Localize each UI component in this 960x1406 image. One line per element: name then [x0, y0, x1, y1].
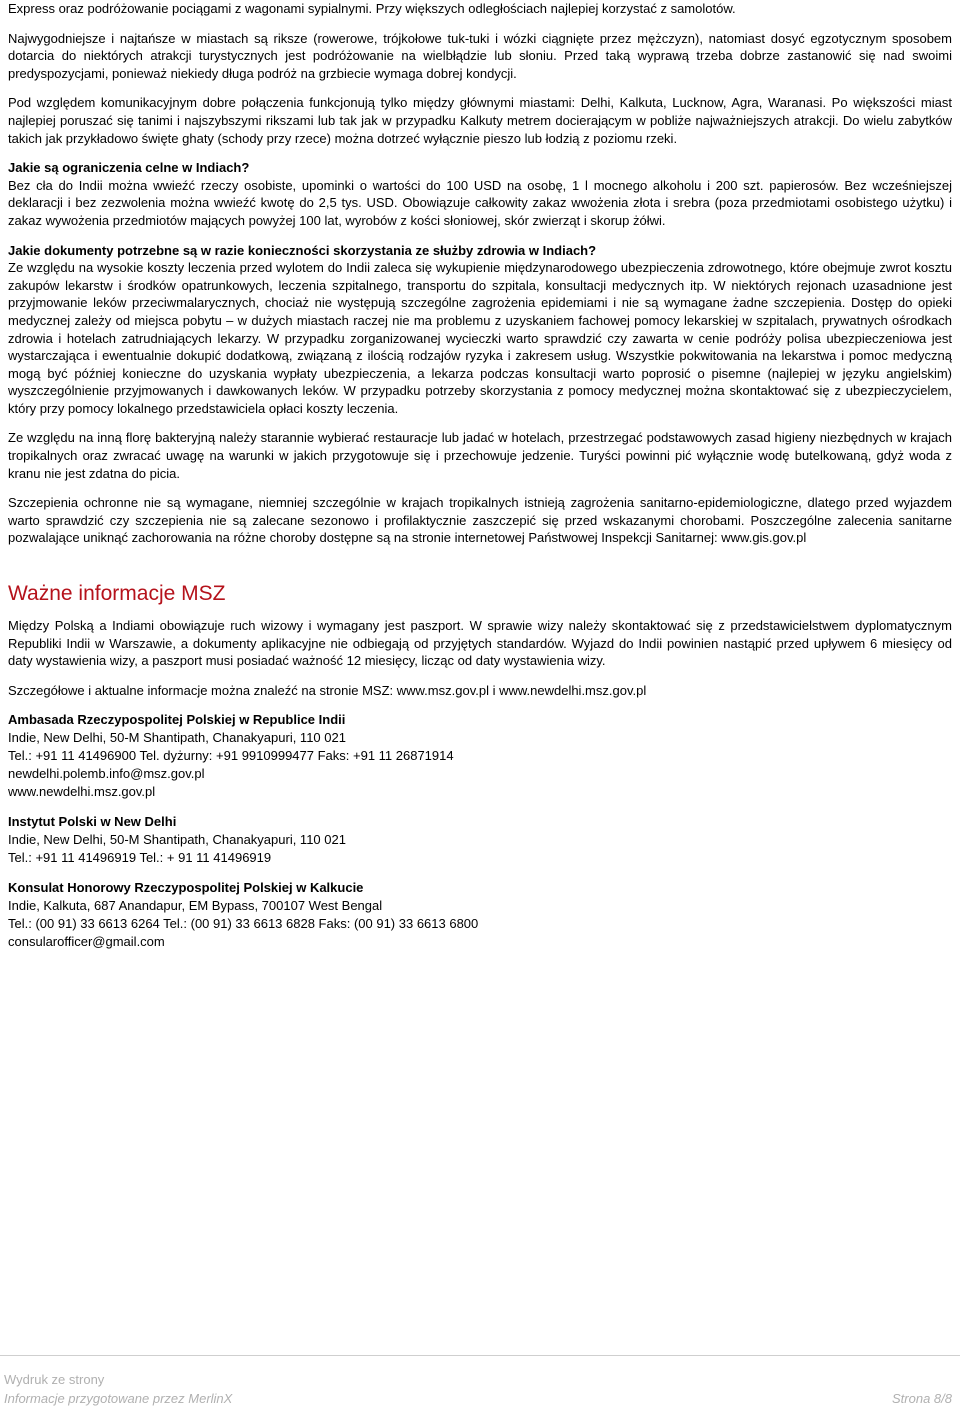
document-page	[8, 0, 952, 951]
institute-name: Instytut Polski w New Delhi	[8, 814, 177, 830]
paragraph-rickshaws-part1: Najwygodniejsze i najtańsze w miastach są riksze (rowerowe, trójkołowe tuk-tuki i wózki ciągnięte przez mężczyzn), natomiast dosyć egzotycznym sposobem dotarcia do niektórych atrakcji turystycznych jest podróżowanie na wielbłądzie lub słoniu.	[8, 30, 952, 64]
embassy-website[interactable]: www.newdelhi.msz.gov.pl	[8, 784, 156, 800]
msz-heading: Ważne informacje MSZ	[8, 582, 226, 606]
paragraph-vaccinations: Szczepienia ochronne nie są wymagane, niemniej szczególnie w krajach tropikalnych istnieją zagrożenia sanitarno-epidemiologiczne, dlatego przed wyjazdem warto sprawdzić czy szczepienia nie są zalecane sezonowo i profilaktycznie zaszczepić się przed wskazanymi chorobami. Poszczególne zalecenia sanitarne pozwalające uniknąć zachorowania na różne choroby dostępne są na stronie internetowej Państwowej Inspekcji Sanitarnej: www.gis.gov.pl	[8, 495, 952, 546]
health-question: Jakie dokumenty potrzebne są w razie konieczności skorzystania ze służby zdrowia w Indiach?	[8, 242, 597, 258]
embassy-email[interactable]: newdelhi.polemb.info@msz.gov.pl	[8, 766, 205, 782]
consulate-address: Indie, Kalkuta, 687 Anandapur, EM Bypass, 700107 West Bengal	[8, 898, 383, 914]
institute-block	[8, 813, 952, 867]
customs-question: Jakie są ograniczenia celne w Indiach?	[8, 160, 250, 176]
footer-divider	[0, 1355, 960, 1356]
paragraph-rickshaws-part2: Przed taką wyprawą trzeba dobrze zastanowić się nad swoimi predyspozycjami, ponieważ niekiedy długa podróż na grzbiecie wymaga dobrej kondycji.	[8, 48, 952, 81]
consulate-block	[8, 879, 952, 951]
paragraph-msz-details: Szczegółowe i aktualne informacje można znaleźć na stronie MSZ: www.msz.gov.pl i www.newdelhi.msz.gov.pl	[8, 682, 647, 698]
page-footer	[0, 1355, 960, 1406]
embassy-name: Ambasada Rzeczypospolitej Polskiej w Republice Indii	[8, 712, 346, 728]
paragraph-food-hygiene: Ze względu na inną florę bakteryjną należy starannie wybierać restauracje lub jadać w hotelach, przestrzegać podstawowych zasad higieny niezbędnych w krajach tropikalnych oraz zwracać uwagę na warunki w jakich przygotowuje się i przechowuje jedzenie. Turyści powinni pić wyłącznie wodę butelkowaną, gdyż woda z kranu nie jest zdatna do picia.	[8, 430, 952, 481]
intro-transport-line: Express oraz podróżowanie pociągami z wagonami sypialnymi. Przy większych odległościach najlepiej korzystać z samolotów.	[8, 1, 736, 16]
footer-printed-from: Wydruk ze strony	[4, 1372, 105, 1387]
embassy-address: Indie, New Delhi, 50-M Shantipath, Chanakyapuri, 110 021	[8, 730, 346, 746]
institute-address: Indie, New Delhi, 50-M Shantipath, Chanakyapuri, 110 021	[8, 832, 346, 848]
paragraph-visa: Między Polską a Indiami obowiązuje ruch wizowy i wymagany jest paszport. W sprawie wizy należy skontaktować się z przedstawicielstwem dyplomatycznym Republiki Indii w Warszawie, a dokumenty aplikacyjne nie odbiegają od przyjętych standardów. Wyjazd do Indii powinien nastąpić przed upływem 6 miesięcy od daty wystawienia wizy, a paszport musi posiadać ważność 12 miesięcy, licząc od daty wystawienia wizy.	[8, 618, 952, 669]
institute-phones: Tel.: +91 11 41496919 Tel.: + 91 11 41496919	[8, 850, 272, 866]
paragraph-transport-cities: Pod względem komunikacyjnym dobre połączenia funkcjonują tylko między głównymi miastami: Delhi, Kalkuta, Lucknow, Agra, Waranasi. Po większości miast najlepiej poruszać się tanimi i najszybszymi rikszami lub tak jak w przypadku Kalkuty metrem docierającym w pobliże najważniejszych atrakcji. Do wielu zabytków takich jak przykładowo święte ghaty (schody przy rzece) można dotrzeć wyłącznie pieszo lub łodzią z poziomu rzeki.	[8, 95, 952, 146]
embassy-block	[8, 711, 952, 801]
embassy-phones: Tel.: +91 11 41496900 Tel. dyżurny: +91 9910999477 Faks: +91 11 26871914	[8, 748, 454, 764]
health-answer: Ze względu na wysokie koszty leczenia przed wylotem do Indii zaleca się wykupienie międzynarodowego ubezpieczenia zdrowotnego, które obejmuje zwrot kosztu zakupów lekarstw i środków opatrunkowych, leczenia szpitalnego, transportu do szpitala, konsultacji medycznych itp. W niektórych rejonach uzasadnione jest przyjmowanie leków przeciwmalarycznych, chociaż nie występują szczególne zagrożenia epidemiami i nie są wymagane żadne szczepienia. Dostęp do opieki medycznej zależy od miejsca pobytu – w dużych miastach raczej nie ma problemu z uzyskaniem fachowej pomocy lekarskiej w szpitalach, prywatnych ośrodkach zdrowia i hotelach zatrudniających lekarzy. W przypadku zorganizowanej wycieczki warto sprawdzić czy zawarta w cenie podróży polisa ubezpieczeniowa jest wystarczająca i ewentualnie dokupić dodatkową, związaną z ilością rodzajów ryzyka i zakresem usług. Wszystkie pokwitowania na lekarstwa i pomoc medyczną mogą być później konieczne do uzyskania wypłaty ubezpieczenia, a lekarza podczas konsultacji warto poprosić o pisemne (najlepiej w języku angielskim) wyszczególnienie przyjmowanych i dawkowanych leków. W przypadku potrzeby skorzystania z pomocy medycznej można skontaktować się z ubezpieczycielem, który przy pomocy lokalnego przedstawiciela opłaci koszty leczenia.	[8, 260, 952, 416]
consulate-phones: Tel.: (00 91) 33 6613 6264 Tel.: (00 91) 33 6613 6828 Faks: (00 91) 33 6613 6800	[8, 916, 479, 932]
footer-page-number: Strona 8/8	[892, 1391, 952, 1406]
footer-prepared-by: Informacje przygotowane przez MerlinX	[4, 1391, 233, 1406]
paragraph-rickshaws	[8, 30, 952, 83]
consulate-email[interactable]: consularofficer@gmail.com	[8, 934, 165, 950]
customs-answer: Bez cła do Indii można wwieźć rzeczy osobiste, upominki o wartości do 100 USD na osobę, 1 l mocnego alkoholu i 200 szt. papierosów. Bez wcześniejszej deklaracji i bez zezwolenia można wwieźć kwotę do 2,5 tys. USD. Obowiązuje całkowity zakaz wwożenia złota i srebra (poza przedmiotami osobistego użytku) i zakaz wywożenia przedmiotów mających powyżej 100 lat, wyrobów z kości słoniowej, skór zwierząt i skorup żółwi.	[8, 177, 952, 228]
consulate-name: Konsulat Honorowy Rzeczypospolitej Polskiej w Kalkucie	[8, 880, 364, 896]
